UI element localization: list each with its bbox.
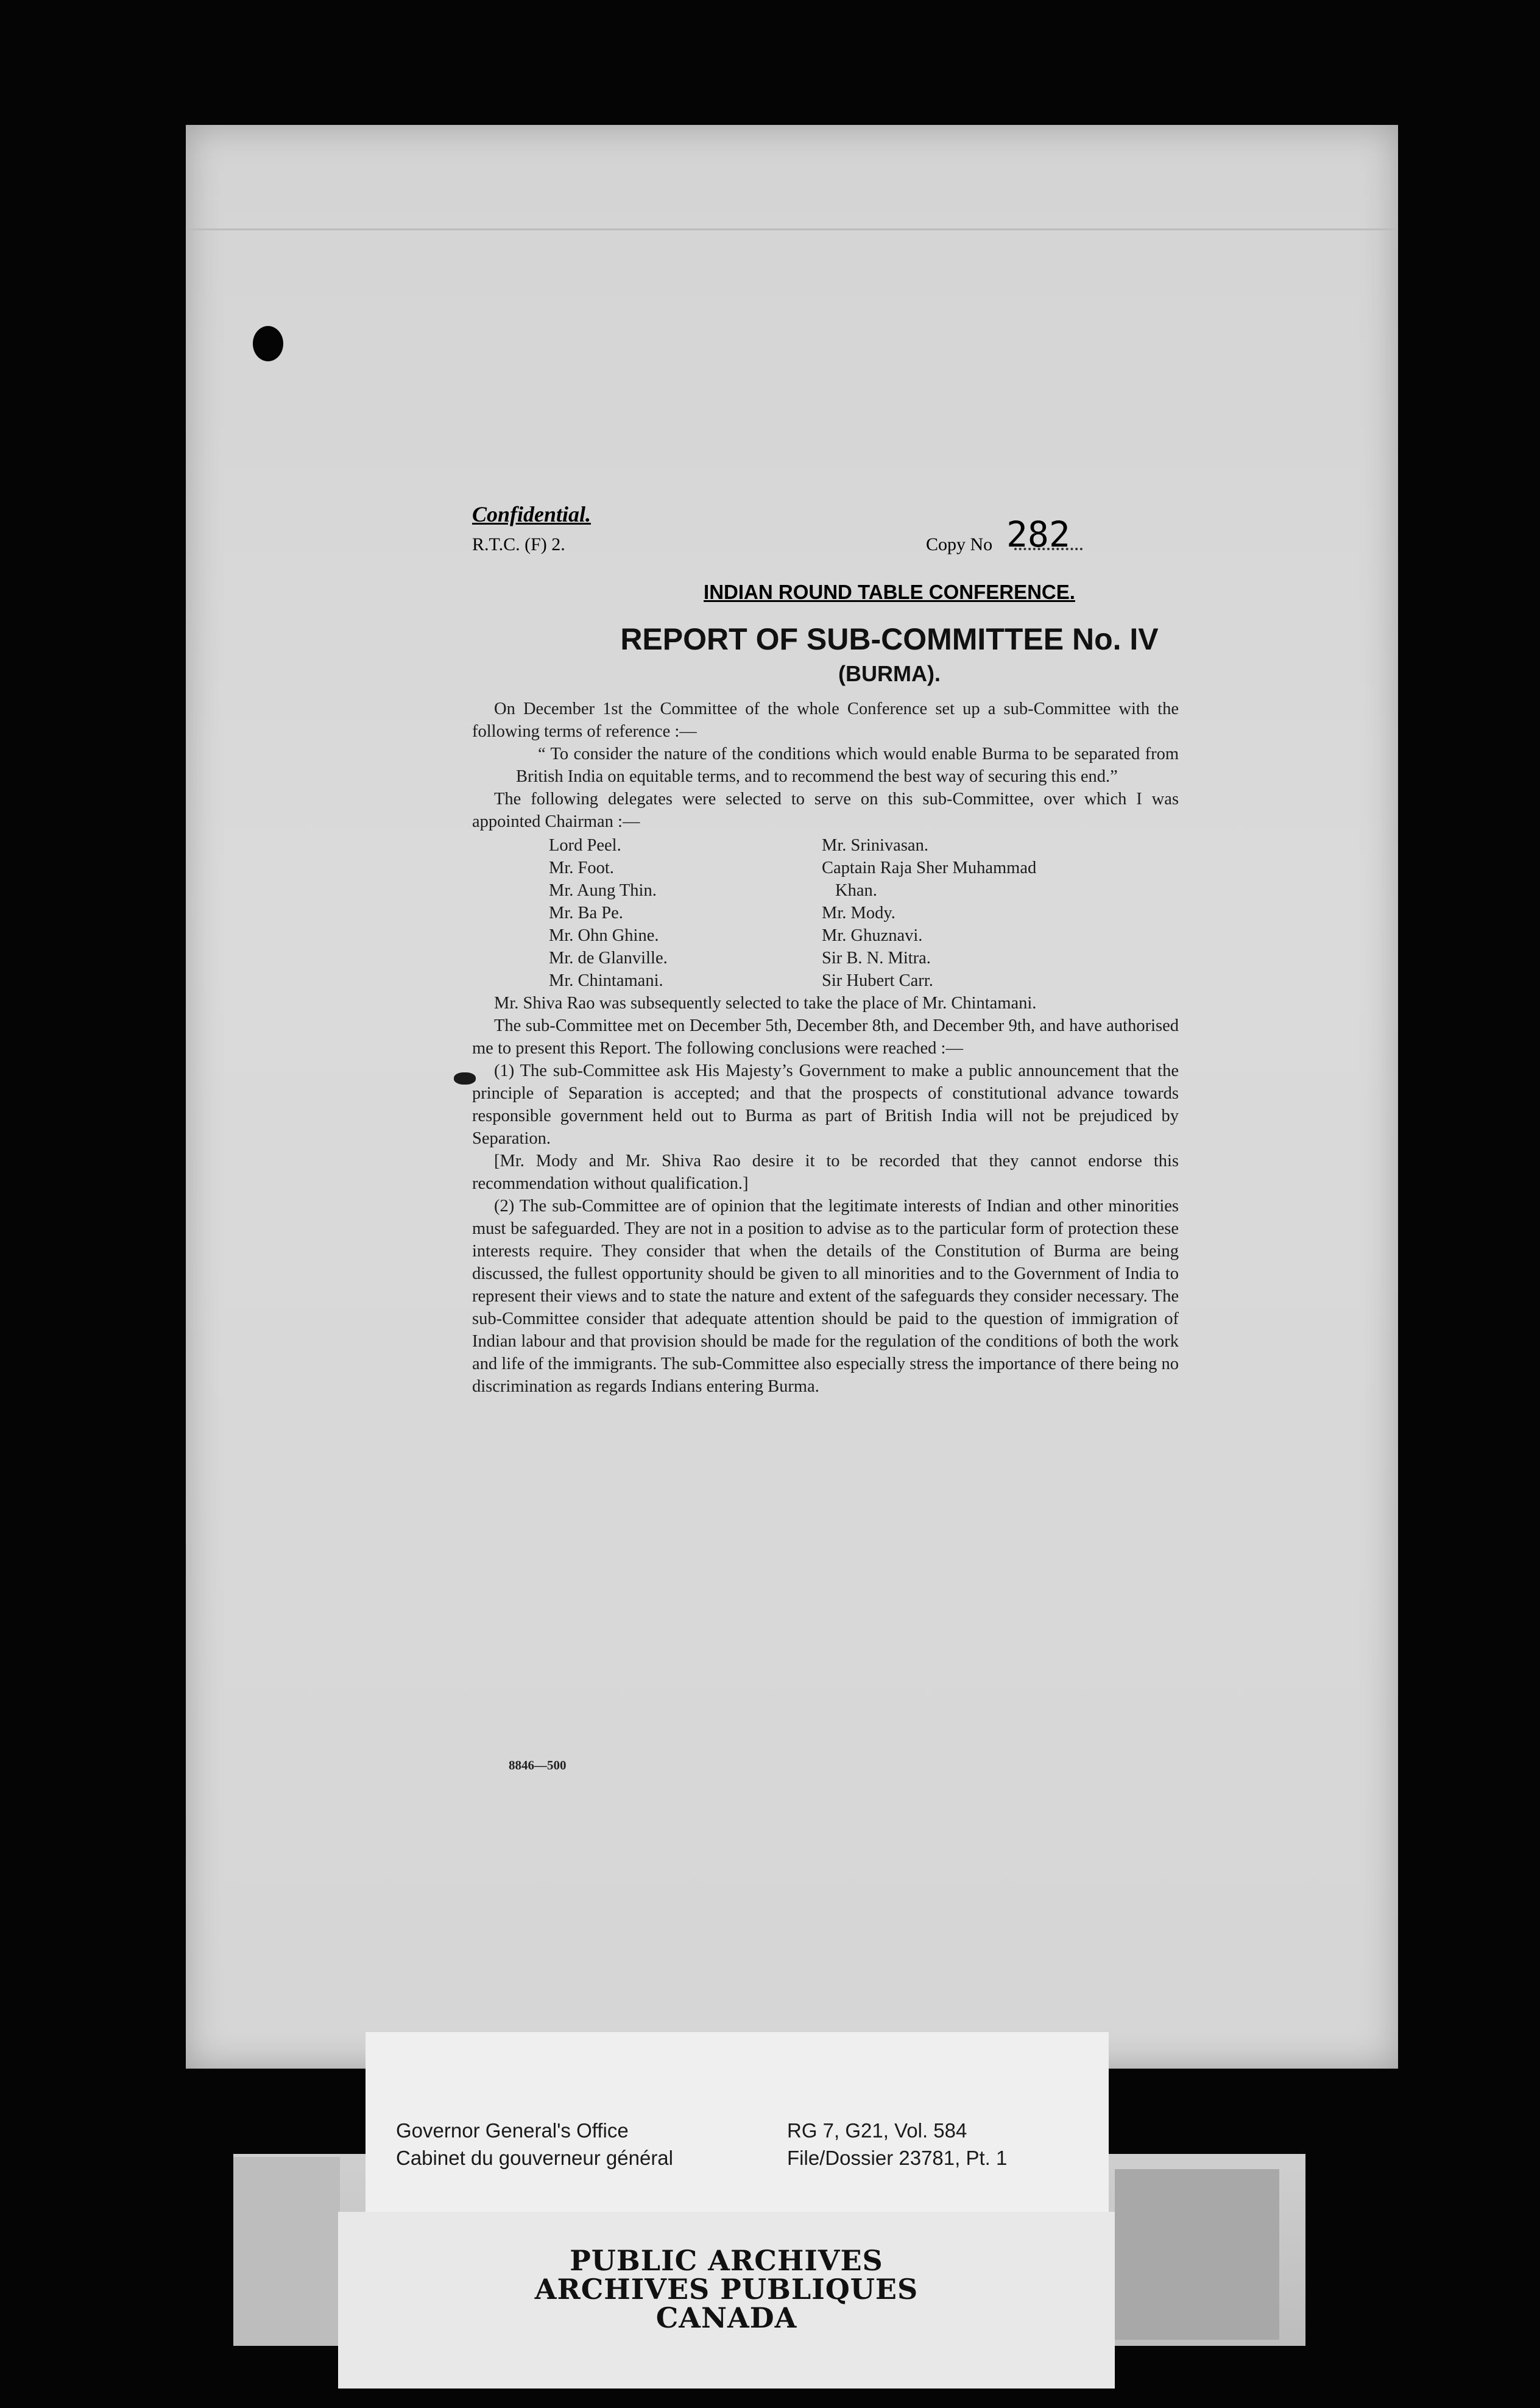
delegate-name: Khan. <box>835 881 877 900</box>
delegate-name: Mr. Ba Pe. <box>549 904 623 922</box>
copy-label: Copy No <box>926 534 993 554</box>
paragraph-shiva-rao: Mr. Shiva Rao was subsequently selected to take the place of Mr. Chintamani. <box>494 994 1037 1013</box>
delegate-name: Mr. Foot. <box>549 859 614 877</box>
print-reference: 8846—500 <box>509 1758 567 1772</box>
label-ref-line2: File/Dossier 23781, Pt. 1 <box>787 2147 1008 2169</box>
report-body <box>472 698 1179 1398</box>
stamp-line-2: ARCHIVES PUBLIQUES <box>534 2273 919 2306</box>
document-reference: R.T.C. (F) 2. <box>472 534 565 554</box>
delegate-name: Sir B. N. Mitra. <box>822 949 931 968</box>
punch-hole <box>253 326 283 361</box>
paragraph-meetings: The sub-Committee met on December 5th, December 8th, and December 9th, and have authorised me to present this Report. The following conclusions were reached :— <box>472 1016 1179 1058</box>
archive-strip-right <box>1115 2169 1279 2340</box>
paragraph-delegates: The following delegates were selected to serve on this sub-Committee, over which I was appointed Chairman :— <box>472 790 1179 831</box>
delegates-right-column <box>822 834 1139 992</box>
delegate-name: Captain Raja Sher Muhammad <box>822 859 1037 877</box>
delegate-name: Mr. Aung Thin. <box>549 881 657 900</box>
delegate-name: Mr. Chintamani. <box>549 971 663 990</box>
label-office-fr: Cabinet du gouverneur général <box>396 2147 673 2169</box>
stamp-line-1: PUBLIC ARCHIVES <box>570 2244 883 2277</box>
report-title: REPORT OF SUB-COMMITTEE No. IV <box>620 622 1159 656</box>
delegate-name: Mr. Ohn Ghine. <box>549 926 659 945</box>
fold-line <box>186 228 1398 230</box>
delegates-list <box>472 834 1179 992</box>
conference-title-wrap <box>381 581 1398 604</box>
delegate-name: Mr. Srinivasan. <box>822 836 928 855</box>
copy-dotted-line <box>1014 548 1083 550</box>
document-page <box>186 125 1398 2069</box>
copy-number: 282 <box>1006 514 1070 555</box>
conference-title: INDIAN ROUND TABLE CONFERENCE. <box>704 581 1075 603</box>
label-office-en: Governor General's Office <box>396 2119 629 2142</box>
report-subtitle: (BURMA). <box>838 661 941 686</box>
delegates-left-column <box>549 834 822 992</box>
delegate-name: Lord Peel. <box>549 836 621 855</box>
delegate-name: Mr. de Glanville. <box>549 949 668 968</box>
paragraph-mody-note: [Mr. Mody and Mr. Shiva Rao desire it to be recorded that they cannot endorse this recommendation without qualification.] <box>472 1152 1179 1193</box>
label-ref-line1: RG 7, G21, Vol. 584 <box>787 2119 967 2142</box>
delegate-name: Mr. Mody. <box>822 904 895 922</box>
archive-strip-left <box>233 2157 340 2340</box>
delegate-name: Sir Hubert Carr. <box>822 971 933 990</box>
paragraph-conclusion-1: (1) The sub-Committee ask His Majesty’s Government to make a public announcement that the principle of Separation is accepted; and that the prospects of constitutional advance towards responsible government held out to Burma as part of British India will not be prejudiced by Separation. <box>472 1061 1179 1148</box>
paragraph-conclusion-2: (2) The sub-Committee are of opinion that the legitimate interests of Indian and other minorities must be safeguarded. They are not in a position to advise as to the particular form of protection these interests require. They consider that when the details of the Constitution of Burma are being discussed, the fullest opportunity should be given to all minorities and to the Government of India to represent their views and to state the nature and extent of the safeguards they consider necessary. The sub-Committee consider that adequate attention should be paid to the question of immigration of Indian labour and that provision should be made for the regulation of the conditions of both the work and life of the immigrants. The sub-Committee also especially stress the importance of there being no discrimination as regards Indians entering Burma. <box>472 1197 1179 1396</box>
paragraph-terms: “ To consider the nature of the conditions which would enable Burma to be separated from British India on equitable terms, and to recommend the best way of securing this end.” <box>516 745 1179 786</box>
paragraph-intro: On December 1st the Committee of the whole Conference set up a sub-Committee with the following terms of reference :— <box>472 699 1179 741</box>
confidential-label: Confidential. <box>472 502 592 526</box>
delegate-name: Mr. Ghuznavi. <box>822 926 923 945</box>
stamp-line-3: CANADA <box>655 2301 797 2334</box>
